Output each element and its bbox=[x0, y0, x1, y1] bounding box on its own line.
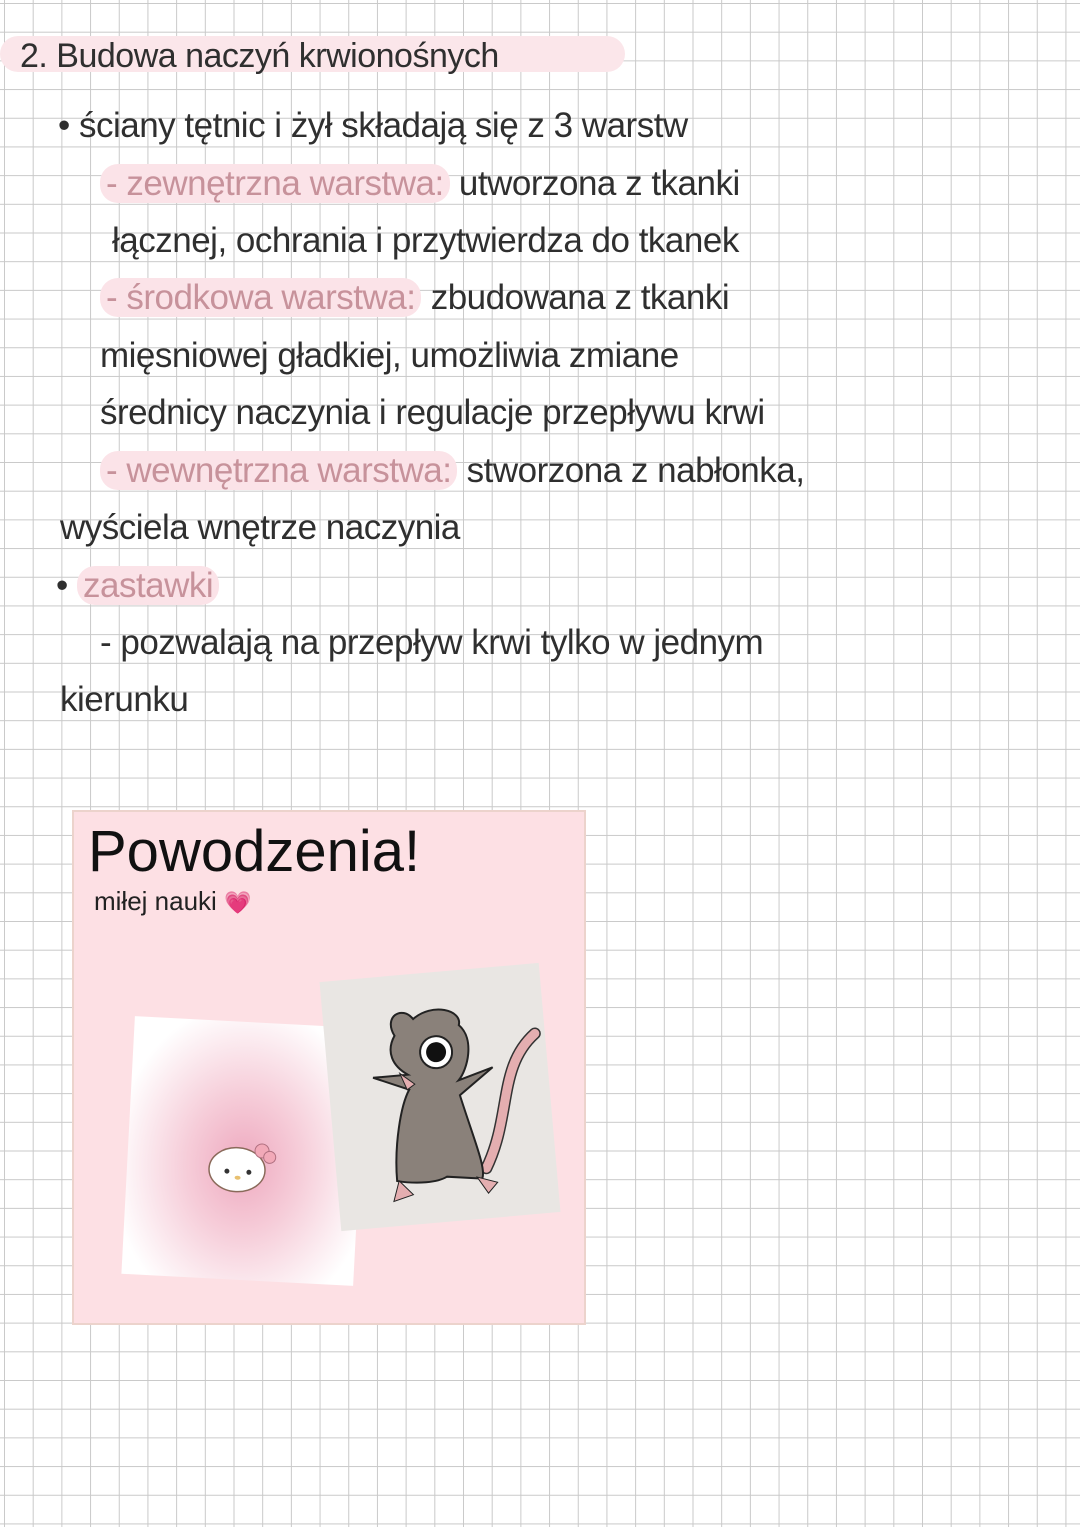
middle-layer-cont2: średnicy naczynia i regulacje przepływu krwi bbox=[100, 393, 765, 432]
middle-desc: zbudowana z tkanki bbox=[421, 278, 730, 317]
term-inner: - wewnętrzna warstwa: bbox=[100, 451, 457, 490]
card-subtitle bbox=[94, 886, 251, 917]
inner-layer bbox=[100, 449, 804, 493]
page-title: 2. Budowa naczyń krwionośnych bbox=[20, 37, 499, 75]
subtitle-text: miłej nauki bbox=[94, 886, 217, 916]
middle-layer bbox=[100, 276, 729, 320]
term-outer: - zewnętrzna warstwa: bbox=[100, 164, 450, 203]
heart-icon: 💗 bbox=[224, 890, 252, 915]
good-luck-card bbox=[72, 810, 586, 1325]
bullet-walls: • ściany tętnic i żył składają się z 3 warstw bbox=[58, 106, 688, 145]
bullet-valves bbox=[56, 564, 219, 608]
outer-layer bbox=[100, 162, 740, 206]
valves-desc: - pozwalają na przepływ krwi tylko w jednym bbox=[100, 623, 764, 662]
outer-desc: utworzona z tkanki bbox=[449, 164, 740, 203]
card-title: Powodzenia! bbox=[88, 819, 421, 884]
bullet: • bbox=[56, 566, 77, 605]
term-valves: zastawki bbox=[77, 566, 219, 605]
rat-icon bbox=[320, 963, 561, 1231]
rat-image bbox=[320, 963, 561, 1231]
valves-desc-cont: kierunku bbox=[60, 680, 189, 719]
inner-desc: stworzona z nabłonka, bbox=[457, 451, 805, 490]
term-middle: - środkowa warstwa: bbox=[100, 278, 421, 317]
middle-layer-cont1: mięsniowej gładkiej, umożliwia zmiane bbox=[100, 336, 679, 375]
inner-layer-cont: wyściela wnętrze naczynia bbox=[60, 508, 460, 547]
outer-layer-cont: łącznej, ochrania i przytwierdza do tkanek bbox=[112, 221, 739, 260]
